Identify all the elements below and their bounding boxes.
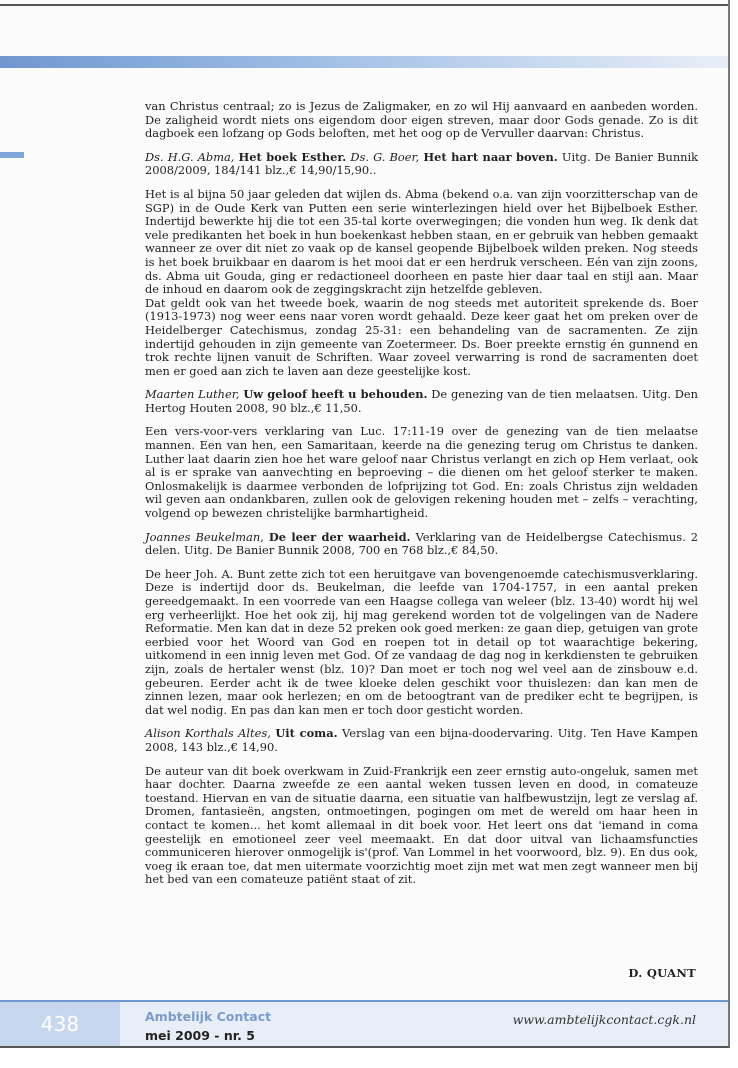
margin-marker <box>0 152 24 158</box>
article-body <box>145 100 698 897</box>
top-rule <box>0 4 728 6</box>
header-color-band <box>0 56 728 68</box>
title-uw-geloof: Uw geloof heeft u behouden. <box>243 387 428 402</box>
author-luther: Maarten Luther, <box>145 387 240 402</box>
title-het-hart-naar-boven: Het hart naar boven. <box>423 149 558 164</box>
review-beukelman: De heer Joh. A. Bunt zette zich tot een heruitgave van bovengenoemde catechismusverklaring. Deze is indertijd door ds. Beukelman, die leefde van 1704-1757, in een aantal preken gereedgemaakt. In een voorrede van een Haagse collega van weleer (blz. 13-40) wordt hij wel erg verheerlijkt. Hoe het ook zij, hij mag gerekend worden tot de volgelingen van de Nadere Reformatie. Men kan dat in deze 52 preken ook goed merken: ze gaan diep, getuigen van grote eerbied voor het Woord van God en roepen tot in detail op tot waarachtige bekering, uitkomend in een innig leven met God. Of ze vandaag de dag nog in kerkdiensten te gebruiken zijn, zoals de hertaler wenst (blz. 10)? Dan moet er toch nog wel veel aan de zinsbouw e.d. gebeuren. Eerder acht ik de twee kloeke delen geschikt voor thuislezen: dan kan men de zinnen lezen, maar ook herlezen; en om de betoogtrant van de prediker echt te begrijpen, is dat wel nodig. En pas dan kan men er toch door gesticht worden. <box>145 566 698 717</box>
title-uit-coma: Uit coma. <box>275 726 338 741</box>
review-korthals-altes: De auteur van dit boek overkwam in Zuid-Frankrijk een zeer ernstig auto-ongeluk, samen met haar dochter. Daarna zweefde ze een aantal weken tussen leven en dood, in comateuze toestand. Hiervan en van de situatie daarna, een situatie van halfbewustzijn, legt ze verslag af. Dromen, fantasieën, angsten, ontmoetingen, pogingen om met de wereld om haar heen in contact te komen... het komt allemaal in dit boek voor. Het leert ons dat 'iemand in coma geestelijk en emotioneel zeer veel meemaakt. En dat door uitval van lichaamsfuncties communiceren hierover onmogelijk is'(prof. Van Lommel in het voorwoord, blz. 9). En dus ook, voeg ik eraan toe, dat men uitermate voorzichtig moet zijn met wat men zegt wanneer men bij het bed van een comateuze patiënt staat of zit. <box>145 763 698 887</box>
publication-details: Uitg. De Banier Bunnik 2008/2009, 184/141 blz.,€ 14,90/15,90.. <box>145 149 699 178</box>
book-reference-abma-boer <box>145 151 698 178</box>
author-korthals-altes: Alison Korthals Altes, <box>145 726 271 741</box>
title-het-boek-esther: Het boek Esther. <box>238 149 347 164</box>
publication-name: Ambtelijk Contact <box>145 1009 272 1024</box>
publication-details: Verklaring van de Heidelbergse Catechismus. 2 delen. Uitg. De Banier Bunnik 2008, 700 en 768 blz.,€ 84,50. <box>145 529 698 558</box>
author-abma: Ds. H.G. Abma, <box>145 149 235 164</box>
review-luther: Een vers-voor-vers verklaring van Luc. 17:11-19 over de genezing van de tien melaatse mannen. Een van hen, een Samaritaan, keerde na die genezing terug om Christus te danken. Luther laat daarin zien hoe het ware geloof naar Christus verlangt en zich op Hem verlaat, ook al is er sprake van aanvechting en beproeving – die dienen om het geloof sterker te maken. Onlosmakelijk is daarmee verbonden de lofprijzing tot God. En: zoals Christus zijn weldaden wil geven aan ondankbaren, zullen ook de gelovigen rekening houden met – zelfs – verachting, volgend op bewezen christelijke barmhartigheid. <box>145 424 698 521</box>
review-abma: Het is al bijna 50 jaar geleden dat wijlen ds. Abma (bekend o.a. van zijn voorzitterschap van de SGP) in de Oude Kerk van Putten een serie winterlezingen hield over het Bijbelboek Esther. Indertijd bewerkte hij die tot een 35-tal korte overwegingen; die vonden hun weg. Ik denk dat vele predikanten het boek in hun boekenkast hebben staan, en er gebruik van hebben gemaakt wanneer ze over dit niet zo vaak op de kansel geopende Bijbelboek wilden preken. Nog steeds is het boek bruikbaar en daarom is het mooi dat er een herdruk verscheen. Eén van zijn zoons, ds. Abma uit Gouda, ging er redactioneel doorheen en paste hier daar taal en stijl aan. Maar de inhoud en daarom ook de zeggingskracht zijn hetzelfde gebleven. <box>145 186 698 297</box>
reviewer-signature: D. QUANT <box>628 966 696 980</box>
paragraph-intro: van Christus centraal; zo is Jezus de Zaligmaker, en zo wil Hij aanvaard en aanbeden worden. De zaligheid wordt niets ons eigendom door eigen streven, maar door Gods genade. Zo is dit dagboek een lofzang op Gods beloften, met het oog op de Vervuller daarvan: Christus. <box>145 99 698 141</box>
book-reference-luther <box>145 388 698 415</box>
page-number: 438 <box>0 1002 120 1046</box>
publication-issue: mei 2009 - nr. 5 <box>145 1028 255 1043</box>
author-boer: Ds. G. Boer, <box>350 149 420 164</box>
publication-details: De genezing van de tien melaatsen. Uitg. Den Hertog Houten 2008, 90 blz.,€ 11,50. <box>145 387 699 415</box>
book-reference-korthals-altes <box>145 727 698 754</box>
publication-details: Verslag van een bijna-doodervaring. Uitg. Ten Have Kampen 2008, 143 blz.,€ 14,90. <box>145 726 698 754</box>
book-reference-beukelman <box>145 531 698 558</box>
review-boer: Dat geldt ook van het tweede boek, waarin de nog steeds met autoriteit sprekende ds. Boer (1913-1973) nog weer eens naar voren wordt gehaald. Deze keer gaat het om preken over de Heidelberger Catechismus, zondag 25-31: een behandeling van de sacramenten. Ze zijn indertijd gehouden in zijn gemeente van Zoetermeer. Ds. Boer preekte ernstig én gunnend en trok rechte lijnen vanuit de Schriften. Waar zoveel verwarring is rond de sacramenten doet men er goed aan zich te laven aan deze geestelijke kost. <box>145 295 698 378</box>
publication-url: www.ambtelijkcontact.cgk.nl <box>512 1012 696 1027</box>
title-de-leer-der-waarheid: De leer der waarheid. <box>268 529 411 544</box>
author-beukelman: Joannes Beukelman, <box>145 529 264 544</box>
